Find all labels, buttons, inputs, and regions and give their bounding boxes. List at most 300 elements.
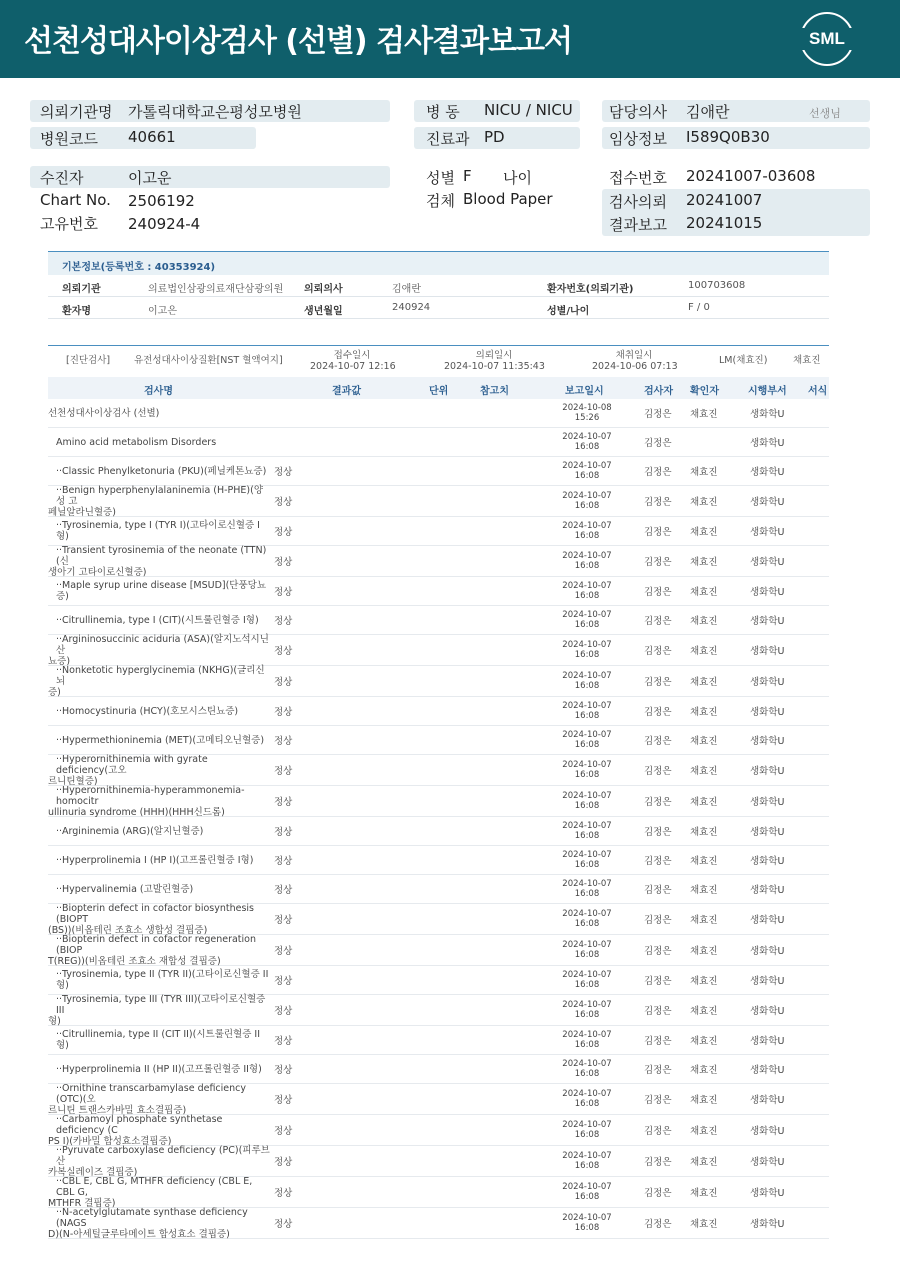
table-row xyxy=(48,1146,829,1177)
tester: 김정은 xyxy=(644,885,672,896)
department: 생화학U xyxy=(750,527,785,538)
basic-label: 성별/나이 xyxy=(547,306,590,317)
diagnosis-line xyxy=(48,345,829,375)
test-name xyxy=(48,428,270,456)
tester: 김정은 xyxy=(644,646,672,657)
test-name-line: 페닐알라닌혈증) xyxy=(48,506,116,518)
report-time: 16:08 xyxy=(574,442,600,452)
test-name-line: ··Citrullinemia, type I (CIT)(시트룰린혈증 I형) xyxy=(56,614,259,626)
report-datetime xyxy=(553,817,621,845)
confirmer: 채효진 xyxy=(690,527,718,538)
test-name-line: ··Argininosuccinic aciduria (ASA)(알지노석시닌산 xyxy=(56,633,269,656)
report-datetime xyxy=(553,1055,621,1083)
results-table-body xyxy=(48,399,829,1239)
test-name-line: 선천성대사이상검사 (선별) xyxy=(48,407,160,419)
report-datetime xyxy=(553,457,621,485)
report-date: 2024-10-07 xyxy=(562,1059,612,1069)
confirmer: 채효진 xyxy=(690,497,718,508)
test-name xyxy=(48,786,270,816)
test-name-line: 카복실레이즈 결핍증) xyxy=(48,1166,138,1178)
report-date: 2024-10-07 xyxy=(562,909,612,919)
diagnosis-person: 채효진 xyxy=(793,355,821,366)
basic-label: 의뢰의사 xyxy=(304,284,343,295)
confirmer: 채효진 xyxy=(690,915,718,926)
department: 생화학U xyxy=(750,1065,785,1076)
ward-label: 병 동 xyxy=(426,103,460,121)
test-name-line: ··Hyperornithinemia with gyrate deficiency(고오 xyxy=(56,753,208,776)
result-value: 정상 xyxy=(274,467,293,478)
test-name xyxy=(48,846,270,874)
receipt-no-label: 접수번호 xyxy=(609,169,667,187)
table-row xyxy=(48,1208,829,1239)
test-name-line: Amino acid metabolism Disorders xyxy=(56,436,217,448)
table-row xyxy=(48,786,829,817)
result-value: 정상 xyxy=(274,677,293,688)
sex-value: F xyxy=(463,167,472,185)
department: 생화학U xyxy=(750,1126,785,1137)
confirmer: 채효진 xyxy=(690,409,718,420)
test-name-line: (BS))(비옵테린 조효소 생합성 결핍증) xyxy=(48,924,208,936)
result-value: 정상 xyxy=(274,885,293,896)
report-time: 16:08 xyxy=(574,501,600,511)
report-date: 2024-10-07 xyxy=(562,970,612,980)
basic-value: 100703608 xyxy=(688,280,746,291)
hospital-code-value: 40661 xyxy=(128,128,176,146)
report-time: 16:08 xyxy=(574,1130,600,1140)
col-unit: 단위 xyxy=(429,386,449,397)
report-date: 2024-10-07 xyxy=(562,1030,612,1040)
report-time: 16:08 xyxy=(574,711,600,721)
report-date: 2024-10-07 xyxy=(562,730,612,740)
col-report-time: 보고일시 xyxy=(565,386,604,397)
table-row xyxy=(48,457,829,486)
sml-logo xyxy=(800,12,854,66)
test-name xyxy=(48,1115,270,1145)
table-row xyxy=(48,546,829,577)
report-date: 2024-10-07 xyxy=(562,1000,612,1010)
report-datetime xyxy=(553,726,621,754)
test-name-line: 형) xyxy=(48,1015,61,1027)
result-value: 정상 xyxy=(274,557,293,568)
diagnosis-lm: LM(채효진) xyxy=(719,355,768,366)
report-time: 16:08 xyxy=(574,681,600,691)
department: 생화학U xyxy=(750,946,785,957)
specimen-value: Blood Paper xyxy=(463,190,553,208)
confirmer: 채효진 xyxy=(690,976,718,987)
report-date: 2024-10-07 xyxy=(562,581,612,591)
report-value: 20241015 xyxy=(686,214,763,232)
result-value: 정상 xyxy=(274,1065,293,1076)
tester: 김정은 xyxy=(644,1065,672,1076)
test-name-line: ··Biopterin defect in cofactor regeneration (BIOP xyxy=(56,933,257,956)
report-date: 2024-10-07 xyxy=(562,760,612,770)
report-date: 2024-10-07 xyxy=(562,461,612,471)
report-time: 16:08 xyxy=(574,889,600,899)
tester: 김정은 xyxy=(644,946,672,957)
report-date: 2024-10-07 xyxy=(562,1089,612,1099)
basic-info-row xyxy=(48,297,829,319)
report-datetime xyxy=(553,399,621,427)
result-value: 정상 xyxy=(274,1006,293,1017)
report-date: 2024-10-07 xyxy=(562,640,612,650)
report-time: 16:08 xyxy=(574,1161,600,1171)
report-date: 2024-10-07 xyxy=(562,1151,612,1161)
confirmer: 채효진 xyxy=(690,707,718,718)
basic-value: 의료법인삼광의료재단삼광의원 xyxy=(148,284,284,295)
report-date: 2024-10-07 xyxy=(562,521,612,531)
test-name-line: ··Classic Phenylketonuria (PKU)(페닐케톤뇨증) xyxy=(56,465,267,477)
test-name xyxy=(48,457,270,485)
test-name-line: MTHFR 결핍증) xyxy=(48,1197,116,1209)
test-name-line: ··Nonketotic hyperglycinemia (NKHG)(글리신뇌 xyxy=(56,664,265,687)
result-value: 정상 xyxy=(274,646,293,657)
confirmer: 채효진 xyxy=(690,646,718,657)
col-dept: 시행부서 xyxy=(748,386,787,397)
test-name xyxy=(48,399,270,427)
report-time: 16:08 xyxy=(574,801,600,811)
report-label: 결과보고 xyxy=(609,216,667,234)
subject-box xyxy=(30,166,390,188)
clinical-info-label: 임상정보 xyxy=(609,130,667,148)
result-value: 정상 xyxy=(274,946,293,957)
basic-value: 이고은 xyxy=(148,306,177,317)
report-datetime xyxy=(553,635,621,665)
test-name-line: PS I)(카바밀 합성효소결핍증) xyxy=(48,1135,172,1147)
confirmer: 채효진 xyxy=(690,1219,718,1230)
confirmer: 채효진 xyxy=(690,797,718,808)
receipt-no-value: 20241007-03608 xyxy=(686,167,816,185)
department: 생화학U xyxy=(750,885,785,896)
department: 생화학U xyxy=(750,736,785,747)
department: 생화학U xyxy=(750,677,785,688)
report-date: 2024-10-07 xyxy=(562,791,612,801)
institution-label: 의뢰기관명 xyxy=(40,103,113,121)
result-value: 정상 xyxy=(274,976,293,987)
test-name xyxy=(48,486,270,516)
test-name xyxy=(48,666,270,696)
report-date: 2024-10-07 xyxy=(562,491,612,501)
report-date: 2024-10-07 xyxy=(562,940,612,950)
confirmer: 채효진 xyxy=(690,766,718,777)
result-value: 정상 xyxy=(274,587,293,598)
table-row xyxy=(48,966,829,995)
diagnosis-name: 유전성대사이상질환[NST 혈액여지] xyxy=(134,355,283,366)
chart-no-label: Chart No. xyxy=(40,191,111,209)
test-name-line: ··Hypermethioninemia (MET)(고메티오닌혈증) xyxy=(56,734,265,746)
report-datetime xyxy=(553,1115,621,1145)
report-title: 선천성대사이상검사 (선별) 검사결과보고서 xyxy=(24,24,572,59)
department: 생화학U xyxy=(750,827,785,838)
test-name-line: 생아기 고타이로신혈증) xyxy=(48,566,147,578)
table-row xyxy=(48,1026,829,1055)
doctor-value: 김애란 xyxy=(686,103,730,121)
tester: 김정은 xyxy=(644,409,672,420)
department: 생화학U xyxy=(750,587,785,598)
department: 생화학U xyxy=(750,1006,785,1017)
table-row xyxy=(48,817,829,846)
report-time: 16:08 xyxy=(574,591,600,601)
report-time: 16:08 xyxy=(574,471,600,481)
age-label: 나이 xyxy=(503,169,532,187)
tester: 김정은 xyxy=(644,1188,672,1199)
report-date: 2024-10-07 xyxy=(562,1182,612,1192)
test-name-line: ··Pyruvate carboxylase deficiency (PC)(피루브산 xyxy=(56,1144,270,1167)
result-value: 정상 xyxy=(274,707,293,718)
tester: 김정은 xyxy=(644,827,672,838)
doctor-label: 담당의사 xyxy=(609,103,667,121)
request-value: 20241007 xyxy=(686,191,763,209)
test-name-line: ··Homocystinuria (HCY)(호모시스틴뇨증) xyxy=(56,705,239,717)
table-row xyxy=(48,428,829,457)
table-row xyxy=(48,606,829,635)
result-value: 정상 xyxy=(274,1095,293,1106)
table-row xyxy=(48,399,829,428)
test-name xyxy=(48,966,270,994)
basic-label: 생년월일 xyxy=(304,306,343,317)
test-name xyxy=(48,755,270,785)
department: 생화학U xyxy=(750,409,785,420)
report-time: 16:08 xyxy=(574,770,600,780)
logo-text: SML xyxy=(800,28,854,50)
report-datetime xyxy=(553,935,621,965)
department: 생화학U xyxy=(750,646,785,657)
confirmer: 채효진 xyxy=(690,467,718,478)
test-name xyxy=(48,1084,270,1114)
tester: 김정은 xyxy=(644,976,672,987)
department: 생화학U xyxy=(750,616,785,627)
collected-label: 채취일시 xyxy=(615,350,653,361)
report-datetime xyxy=(553,666,621,696)
report-date: 2024-10-08 xyxy=(562,403,612,413)
basic-label: 환자명 xyxy=(62,306,91,317)
tester: 김정은 xyxy=(644,736,672,747)
basic-value: 김애란 xyxy=(392,284,421,295)
report-datetime xyxy=(553,1026,621,1054)
test-name-line: ··Tyrosinemia, type II (TYR II)(고타이로신혈증 II형) xyxy=(56,969,269,991)
report-time: 16:08 xyxy=(574,620,600,630)
test-name-line: ··Tyrosinemia, type I (TYR I)(고타이로신혈증 I형) xyxy=(56,520,260,542)
table-row xyxy=(48,1177,829,1208)
confirmer: 채효진 xyxy=(690,1157,718,1168)
test-name-line: ··CBL E, CBL G, MTHFR deficiency (CBL E, CBL G, xyxy=(56,1175,253,1198)
department: 생화학U xyxy=(750,766,785,777)
tester: 김정은 xyxy=(644,557,672,568)
test-name-line: ··Hypervalinemia (고발린혈증) xyxy=(56,883,194,895)
test-name-line: ··Hyperprolinemia I (HP I)(고프롤린혈증 I형) xyxy=(56,854,254,866)
test-name xyxy=(48,1146,270,1176)
table-row xyxy=(48,486,829,517)
result-value: 정상 xyxy=(274,856,293,867)
test-name xyxy=(48,875,270,903)
report-time: 15:26 xyxy=(574,413,600,423)
request-label: 검사의뢰 xyxy=(609,193,667,211)
report-datetime xyxy=(553,1208,621,1238)
result-value: 정상 xyxy=(274,1036,293,1047)
department-label: 진료과 xyxy=(426,130,470,148)
table-row xyxy=(48,1055,829,1084)
test-name xyxy=(48,935,270,965)
diagnosis-tag: [진단검사] xyxy=(66,355,111,366)
report-datetime xyxy=(553,546,621,576)
report-time: 16:08 xyxy=(574,1192,600,1202)
report-datetime xyxy=(553,875,621,903)
confirmer: 채효진 xyxy=(690,885,718,896)
basic-value: F / 0 xyxy=(688,302,710,313)
result-value: 정상 xyxy=(274,1219,293,1230)
test-name-line: ··Benign hyperphenylalaninemia (H-PHE)(양성 고 xyxy=(56,484,264,507)
result-value: 정상 xyxy=(274,1188,293,1199)
test-name-line: D)(N-아세틸글루타메이트 합성효소 결핍증) xyxy=(48,1228,230,1240)
test-name-line: 뇨증) xyxy=(48,655,71,667)
test-name-line: ··Transient tyrosinemia of the neonate (TTN)(신 xyxy=(56,544,267,567)
collected-value: 2024-10-06 07:13 xyxy=(592,361,678,372)
report-datetime xyxy=(553,428,621,456)
confirmer: 채효진 xyxy=(690,1036,718,1047)
confirmer: 채효진 xyxy=(690,1126,718,1137)
test-name xyxy=(48,635,270,665)
test-name xyxy=(48,726,270,754)
doctor-suffix: 선생님 xyxy=(809,107,841,120)
department: 생화학U xyxy=(750,915,785,926)
result-value: 정상 xyxy=(274,915,293,926)
report-datetime xyxy=(553,517,621,545)
institution-value: 가톨릭대학교은평성모병원 xyxy=(128,103,302,121)
department: 생화학U xyxy=(750,1188,785,1199)
report-datetime xyxy=(553,995,621,1025)
test-name-line: ··Tyrosinemia, type III (TYR III)(고타이로신혈증 III xyxy=(56,993,266,1016)
report-header xyxy=(0,0,900,78)
results-table-header xyxy=(48,377,829,399)
test-name xyxy=(48,517,270,545)
table-row xyxy=(48,904,829,935)
basic-info-title: 기본정보(등록번호 : 40353924) xyxy=(48,251,829,275)
table-row xyxy=(48,697,829,726)
report-time: 16:08 xyxy=(574,980,600,990)
basic-label: 의뢰기관 xyxy=(62,284,101,295)
test-name-line: ··Hyperprolinemia II (HP II)(고프롤린혈증 II형) xyxy=(56,1063,262,1075)
report-time: 16:08 xyxy=(574,919,600,929)
tester: 김정은 xyxy=(644,1126,672,1137)
test-name-line: ··Hyperornithinemia-hyperammonemia-homocitr xyxy=(56,784,245,807)
report-datetime xyxy=(553,966,621,994)
report-time: 16:08 xyxy=(574,1010,600,1020)
department: 생화학U xyxy=(750,1095,785,1106)
tester: 김정은 xyxy=(644,677,672,688)
confirmer: 채효진 xyxy=(690,736,718,747)
report-datetime xyxy=(553,697,621,725)
hospital-code-label: 병원코드 xyxy=(40,130,98,148)
test-name xyxy=(48,577,270,605)
received-label: 접수일시 xyxy=(333,350,371,361)
tester: 김정은 xyxy=(644,797,672,808)
test-name-line: ··Carbamoyl phosphate synthetase deficiency (C xyxy=(56,1113,223,1136)
tester: 김정은 xyxy=(644,856,672,867)
report-date: 2024-10-07 xyxy=(562,551,612,561)
confirmer: 채효진 xyxy=(690,557,718,568)
test-name-line: ullinuria syndrome (HHH)(HHH신드롬) xyxy=(48,806,225,818)
received-value: 2024-10-07 12:16 xyxy=(310,361,396,372)
col-result: 결과값 xyxy=(332,386,361,397)
result-value: 정상 xyxy=(274,527,293,538)
confirmer: 채효진 xyxy=(690,856,718,867)
department: 생화학U xyxy=(750,856,785,867)
test-name xyxy=(48,1026,270,1054)
department: 생화학U xyxy=(750,557,785,568)
test-name xyxy=(48,546,270,576)
report-datetime xyxy=(553,486,621,516)
result-value: 정상 xyxy=(274,766,293,777)
chart-no-value: 2506192 xyxy=(128,192,195,210)
test-name-line: ··N-acetylglutamate synthase deficiency (NAGS xyxy=(56,1206,248,1229)
report-time: 16:08 xyxy=(574,531,600,541)
col-confirmer: 확인자 xyxy=(690,386,719,397)
result-value: 정상 xyxy=(274,1126,293,1137)
tester: 김정은 xyxy=(644,915,672,926)
report-time: 16:08 xyxy=(574,1069,600,1079)
test-name xyxy=(48,1208,270,1238)
col-sign: 서식 xyxy=(808,386,828,397)
tester: 김정은 xyxy=(644,1157,672,1168)
report-date: 2024-10-07 xyxy=(562,671,612,681)
department: 생화학U xyxy=(750,976,785,987)
table-row xyxy=(48,1084,829,1115)
tester: 김정은 xyxy=(644,587,672,598)
table-row xyxy=(48,995,829,1026)
unique-no-label: 고유번호 xyxy=(40,215,98,233)
test-name-line: ··Citrullinemia, type II (CIT II)(시트룰린혈증 II형) xyxy=(56,1029,261,1051)
confirmer: 채효진 xyxy=(690,1006,718,1017)
department: 생화학U xyxy=(750,497,785,508)
test-name xyxy=(48,817,270,845)
test-name xyxy=(48,697,270,725)
subject-label: 수진자 xyxy=(40,169,84,187)
test-name-line: ··Biopterin defect in cofactor biosynthesis (BIOPT xyxy=(56,902,254,925)
report-date: 2024-10-07 xyxy=(562,1213,612,1223)
report-date: 2024-10-07 xyxy=(562,879,612,889)
tester: 김정은 xyxy=(644,616,672,627)
test-name-line: ··Maple syrup urine disease [MSUD](단풍당뇨증) xyxy=(56,580,267,602)
col-name: 검사명 xyxy=(144,386,173,397)
result-value: 정상 xyxy=(274,736,293,747)
test-name xyxy=(48,606,270,634)
confirmer: 채효진 xyxy=(690,1095,718,1106)
result-value: 정상 xyxy=(274,827,293,838)
report-datetime xyxy=(553,904,621,934)
report-datetime xyxy=(553,1177,621,1207)
report-time: 16:08 xyxy=(574,1040,600,1050)
specimen-label: 검체 xyxy=(426,192,455,210)
department: 생화학U xyxy=(750,1157,785,1168)
report-time: 16:08 xyxy=(574,740,600,750)
table-row xyxy=(48,726,829,755)
table-row xyxy=(48,577,829,606)
result-value: 정상 xyxy=(274,616,293,627)
department: 생화학U xyxy=(750,707,785,718)
tester: 김정은 xyxy=(644,766,672,777)
test-name-line: 르니틴 트랜스카바밀 효소결핍증) xyxy=(48,1104,187,1116)
department: 생화학U xyxy=(750,1219,785,1230)
report-time: 16:08 xyxy=(574,860,600,870)
tester: 김정은 xyxy=(644,497,672,508)
tester: 김정은 xyxy=(644,707,672,718)
unique-no-value: 240924-4 xyxy=(128,215,201,233)
table-row xyxy=(48,666,829,697)
tester: 김정은 xyxy=(644,438,672,449)
col-tester: 검사자 xyxy=(644,386,673,397)
table-row xyxy=(48,517,829,546)
tester: 김정은 xyxy=(644,527,672,538)
report-datetime xyxy=(553,846,621,874)
